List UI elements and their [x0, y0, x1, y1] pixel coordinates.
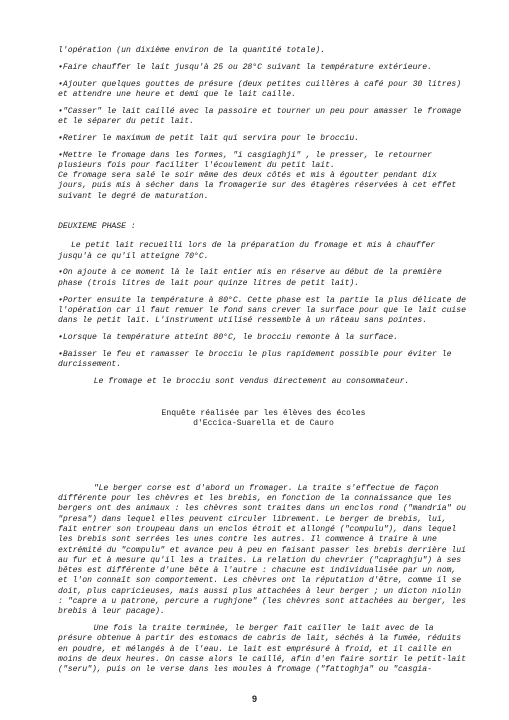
cheese-process-section [58, 46, 469, 202]
page-number: 9 [251, 694, 257, 704]
credit-block [58, 409, 469, 430]
phase-two-closing: Le fromage et le brocciu sont vendus directement au consommateur. [93, 376, 410, 386]
phase-two-intro: Le petit lait recueilli lors de la préparation du fromage et mis à chauffer jusqu'à ce qu'il atteigne 70°C. [58, 241, 436, 261]
phase-two-step: •On ajoute à ce moment là le lait entier mis en réserve au début de la première phase (trois litres de lait pour quinze litres de petit lait). [58, 268, 442, 288]
phase-two-step: •Porter ensuite la température à 80°C. Cette phase est la partie la plus délicate de l'opération car il faut remuer le fond sans crever la surface pour que le lait cuise dans le petit lait. L'instrument utilisé ressemble à un râteau sans pointes. [58, 295, 466, 326]
step-add-rennet: •Ajouter quelques gouttes de présure (deux petites cuillères à café pour 30 litres) et attendre une heure et demi que le lait caille. [58, 79, 462, 99]
salting-paragraph: Ce fromage sera salé le soir même des deux côtés et mis à égoutter pendant dix jours, puis mis à sécher dans la fromagerie sur des étagères réservées à cet effet suivant le degré de maturation. [58, 171, 457, 201]
phase-two-step: •Lorsque la température atteint 80°C, le brocciu remonte à la surface. [58, 332, 398, 342]
text-line: l'opération (un dixième environ de la quantité totale). [58, 46, 326, 55]
phase-two-step: •Baisser le feu et ramasser le brocciu le plus rapidement possible pour éviter le durcissement. [58, 349, 452, 370]
step-remove-whey: •Retirer le maximum de petit lait qui servira pour le brocciu. [58, 133, 360, 143]
phase-two-title: DEUXIEME PHASE : [58, 222, 136, 232]
step-break-curd: •"Casser" le lait caillé avec la passoire et tourner un peu pour amasser le fromage et le séparer du petit lait. [58, 106, 462, 126]
essay-paragraph-1: "Le berger corse est d'abord un fromager. La traite s'effectue de façon différente pour les chèvres et les brebis, en fonction de la connaissance que les bergers ont des animaux : les chèvres sont traites dans un enclos rond ("mandria" ou "presa") dans lequel elles peuvent circuler librement. Le berger de brebis, lui, fait entrer son troupeau dans un enclos étroit et allongé ("compulu"), dans lequel les brebis sont serrées les unes contre les autres. Il commence à traire à une extrémité du "compulu" et avance peu à peu en faisant passer les brebis derrière lui au fur et à mesure qu'il les a traites. La relation du chevrier ("capraghju") à ses bêtes est différente d'une bête à l'autre : chacune est individualisée par un nom, et l'on connaît son comportement. Les chèvres ont la réputation d'être, comme il se doit, plus capricieuses, mais aussi plus attachées à leur berger ; un dicton niolin : "capre a u patrone, percure a rughjone" (les chèvres sont attachées au berger, les brebis à leur pacage). [58, 483, 466, 617]
phase-two-section [58, 222, 469, 387]
credit-line-1: Enquête réalisée par les élèves des écoles [161, 409, 366, 419]
essay-paragraph-2: Une fois la traite terminée, le berger fait cailler le lait avec de la présure obtenue à partir des estomacs de cabris de lait, séchés à la fumée, réduits en poudre, et mélangés à de l'eau. Le lait est emprésuré à froid, et il caille en moins de deux heures. On casse alors le caillé, afin d'en faire sortir le petit-lait ("seru"), puis on le verse dans les moules à fromage ("fattoghja" ou "casgia- [58, 624, 466, 675]
step-molds: •Mettre le fromage dans les formes, "i casgiaghji" , le presser, le retourner plusieurs fois pour faciliter l'écoulement du petit lait. [58, 150, 432, 170]
credit-line-2: d'Eccica-Suarella et de Cauro [193, 419, 334, 429]
step-heat-milk: •Faire chauffer le lait jusqu'à 25 ou 28°C suivant la température extérieure. [58, 62, 432, 72]
essay-section [58, 484, 469, 676]
